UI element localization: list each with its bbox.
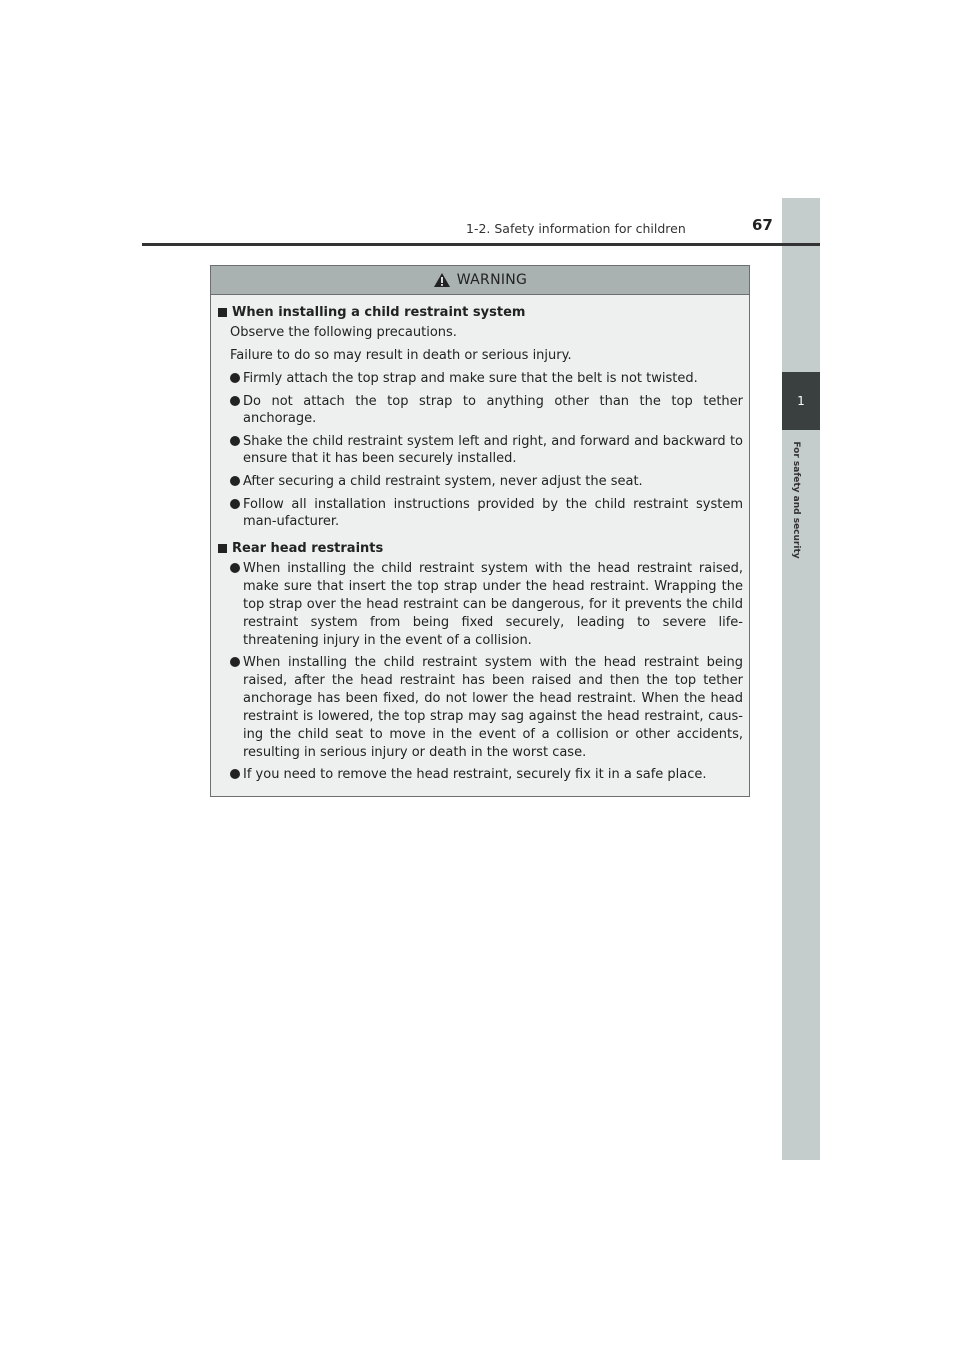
paragraph: Observe the following precautions. — [230, 325, 457, 340]
bullet-dot-icon — [230, 436, 240, 446]
warning-triangle-icon — [433, 272, 451, 288]
header-divider — [142, 243, 820, 246]
list-item: Do not attach the top strap to anything other than the top tether anchorage. — [230, 393, 743, 427]
bullet-list — [230, 560, 743, 784]
list-item: If you need to remove the head restraint, securely fix it in a safe place. — [230, 766, 743, 784]
bullet-dot-icon — [230, 657, 240, 667]
warning-box — [210, 265, 750, 797]
bullet-dot-icon — [230, 769, 240, 779]
bullet-dot-icon — [230, 499, 240, 509]
chapter-number: 1 — [797, 394, 805, 408]
paragraph: Failure to do so may result in death or serious injury. — [230, 348, 572, 363]
bullet-dot-icon — [230, 396, 240, 406]
bullet-dot-icon — [230, 563, 240, 573]
square-bullet-icon — [218, 544, 227, 553]
warning-body — [211, 295, 749, 796]
bullet-dot-icon — [230, 373, 240, 383]
square-bullet-icon — [218, 308, 227, 317]
page-number: 67 — [752, 216, 773, 234]
list-item: Firmly attach the top strap and make sure that the belt is not twisted. — [230, 370, 743, 387]
section-title: 1-2. Safety information for children — [466, 221, 686, 236]
section-rear-head-restraints — [218, 540, 743, 784]
bullet-list — [230, 370, 743, 530]
chapter-tab — [782, 372, 820, 430]
list-item: After securing a child restraint system, never adjust the seat. — [230, 473, 743, 490]
bullet-dot-icon — [230, 476, 240, 486]
list-item: When installing the child restraint system with the head restraint raised, make sure that insert the top strap under the head restraint. Wrapping the top strap over the head restraint can be dangerous, for it prevents the child restraint system from being fixed securely, leading to severe life-threatening injury in the event of a collision. — [230, 560, 743, 650]
section-child-restraint — [218, 304, 743, 530]
list-item: Shake the child restraint system left and right, and forward and backward to ensure that it has been securely installed. — [230, 433, 743, 467]
section-heading: When installing a child restraint system — [218, 304, 743, 321]
list-item: When installing the child restraint system with the head restraint being raised, after the head restraint has been raised and then the top tether anchorage has been fixed, do not lower the head restraint. When the head restraint is lowered, the top strap may sag against the head restraint, caus-ing the child seat to move in the event of a collision or other accidents, resulting in serious injury or death in the worst case. — [230, 654, 743, 762]
warning-header — [211, 266, 749, 295]
chapter-label: For safety and security — [791, 441, 801, 559]
side-strip — [782, 198, 820, 1160]
section-heading: Rear head restraints — [218, 540, 743, 557]
list-item: Follow all installation instructions provided by the child restraint system man-ufacturer. — [230, 496, 743, 530]
warning-title: WARNING — [456, 272, 528, 288]
